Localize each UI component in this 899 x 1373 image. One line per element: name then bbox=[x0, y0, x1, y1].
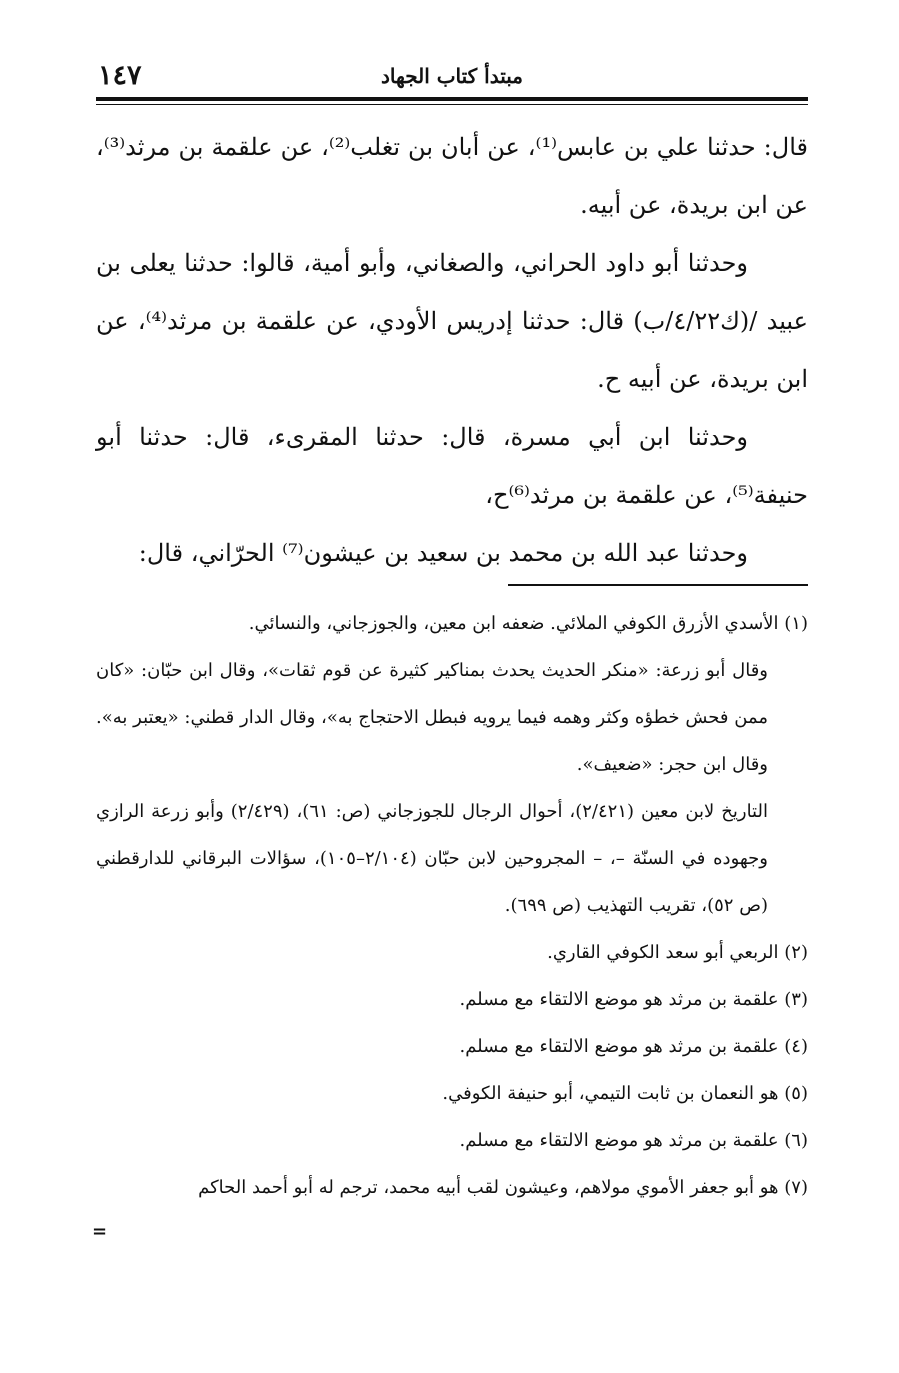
footnote-4: (٤) علقمة بن مرثد هو موضع الالتقاء مع مسلم. bbox=[459, 1036, 808, 1057]
paragraph: وحدثنا عبد الله بن محمد بن سعيد بن عيشون⁽⁷⁾ الحرّاني، قال: bbox=[138, 539, 748, 567]
footnote-7: (٧) هو أبو جعفر الأموي مولاهم، وعيشون لقب أبيه محمد، ترجم له أبو أحمد الحاكم bbox=[198, 1177, 808, 1198]
footnote-1 bbox=[96, 600, 808, 929]
footnote-text: (١) الأسدي الأزرق الكوفي الملائي. ضعفه ابن معين، والجوزجاني، والنسائي. bbox=[248, 613, 808, 634]
running-title: مبتدأ كتاب الجهاد bbox=[380, 64, 524, 88]
paragraph: وحدثنا أبو داود الحراني، والصغاني، وأبو أمية، قالوا: حدثنا يعلى بن عبيد /(ك٤/٢٢/ب) قال: حدثنا إدريس الأودي، عن علقمة بن مرثد⁽⁴⁾، عن ابن بريدة، عن أبيه ح. bbox=[96, 249, 808, 393]
footnote-2: (٢) الربعي أبو سعد الكوفي القاري. bbox=[547, 942, 808, 963]
footnote-text: وقال أبو زرعة: «منكر الحديث يحدث بمناكير كثيرة عن قوم ثقات»، وقال ابن حبّان: «كان ممن فحش خطؤه وكثر وهمه فيما يرويه فبطل الاحتجاج به»، وقال الدار قطني: «يعتبر به». وقال ابن حجر: «ضعيف». bbox=[96, 660, 768, 775]
footnotes bbox=[96, 600, 808, 1211]
footnote-3: (٣) علقمة بن مرثد هو موضع الالتقاء مع مسلم. bbox=[459, 989, 808, 1010]
continuation-mark: = bbox=[92, 1221, 108, 1242]
footnote-6: (٦) علقمة بن مرثد هو موضع الالتقاء مع مسلم. bbox=[459, 1130, 808, 1151]
paragraph: وحدثنا ابن أبي مسرة، قال: حدثنا المقرىء، قال: حدثنا أبو حنيفة⁽⁵⁾، عن علقمة بن مرثد⁽⁶⁾ح، bbox=[96, 423, 808, 509]
paragraph: قال: حدثنا علي بن عابس⁽¹⁾، عن أبان بن تغلب⁽²⁾، عن علقمة بن مرثد⁽³⁾، عن ابن بريدة، عن أبيه. bbox=[96, 133, 808, 219]
page-number: ١٤٧ bbox=[98, 60, 142, 91]
page-header bbox=[96, 58, 808, 98]
main-text bbox=[96, 118, 808, 582]
footnote-separator bbox=[508, 584, 808, 586]
header-rule-thick bbox=[96, 97, 808, 101]
header-rule-thin bbox=[96, 104, 808, 105]
footnote-5: (٥) هو النعمان بن ثابت التيمي، أبو حنيفة الكوفي. bbox=[442, 1083, 808, 1104]
footnote-text: التاريخ لابن معين (٢/٤٢١)، أحوال الرجال للجوزجاني (ص: ٦١)، (٢/٤٢٩) وأبو زرعة الرازي وجهوده في السنّة –، – المجروحين لابن حبّان (٢/١٠٤–١٠٥)، سؤالات البرقاني للدارقطني (ص ٥٢)، تقريب التهذيب (ص ٦٩٩). bbox=[96, 801, 768, 916]
